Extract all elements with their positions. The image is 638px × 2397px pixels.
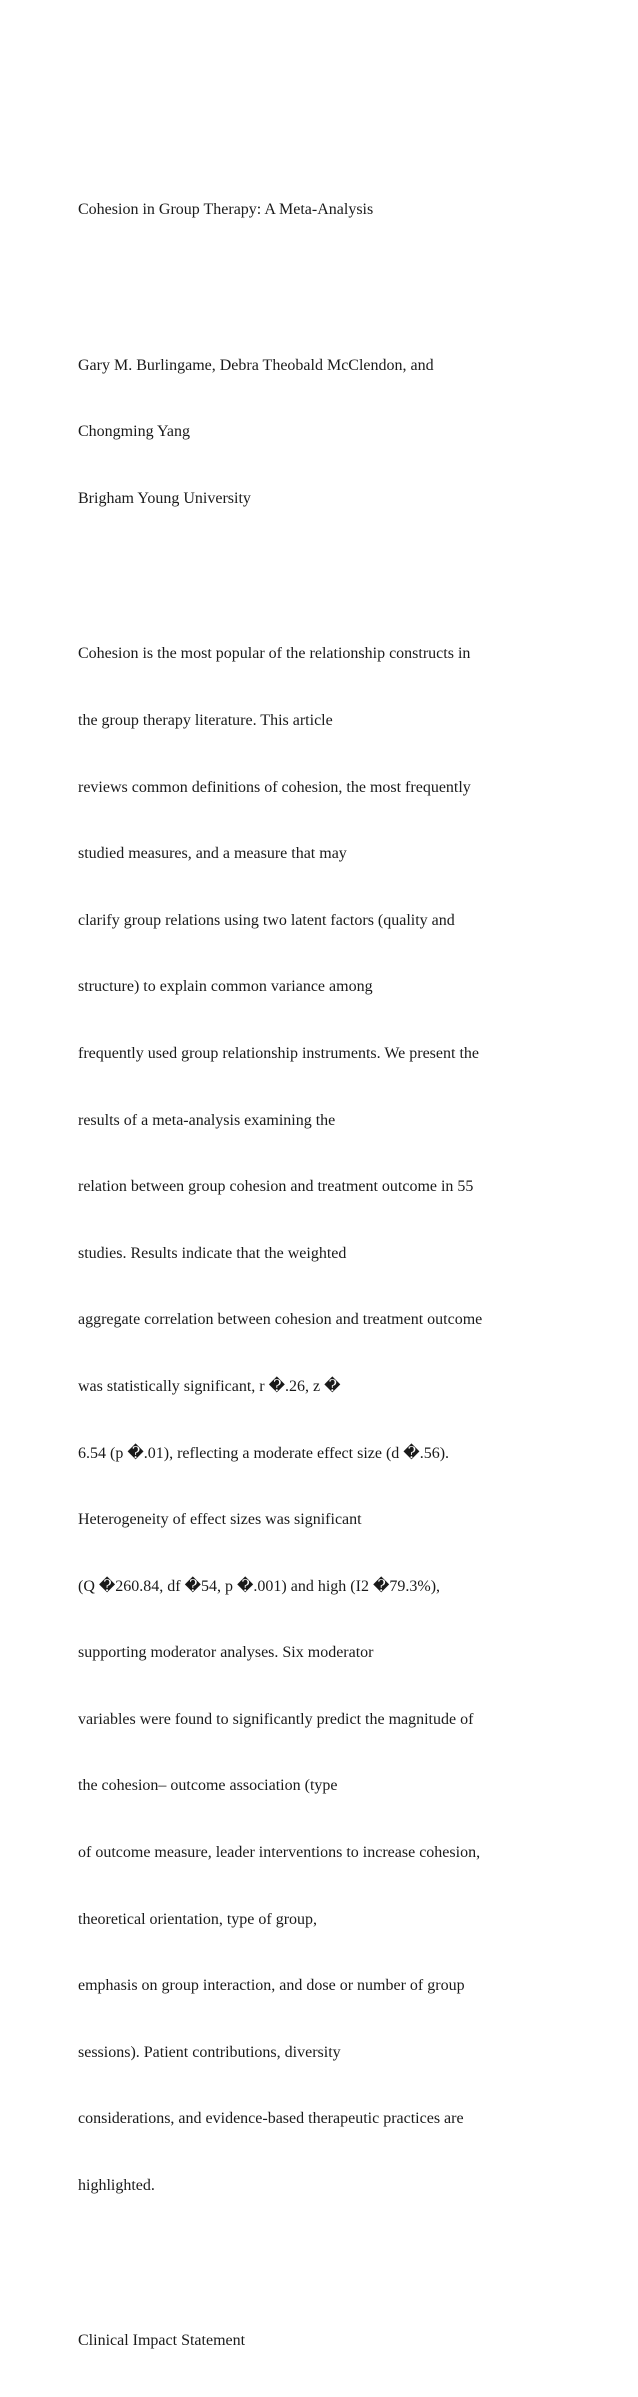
abstract-line: results of a meta-analysis examining the (78, 1111, 336, 1129)
spacer (78, 266, 618, 288)
spacer (78, 555, 618, 577)
abstract-line: was statistically significant, r �.26, z � (78, 1377, 341, 1395)
abstract-line: the group therapy literature. This article (78, 711, 333, 729)
abstract-line: studied measures, and a measure that may (78, 845, 347, 863)
abstract-line: frequently used group relationship instruments. We present the (78, 1044, 479, 1062)
affiliation-line: Brigham Young University (78, 489, 251, 507)
abstract-line: (Q �260.84, df �54, p �.001) and high (I2 �79.3%), (78, 1577, 441, 1595)
abstract-line: variables were found to significantly predict the magnitude of (78, 1710, 474, 1728)
abstract-line: theoretical orientation, type of group, (78, 1910, 318, 1928)
abstract-line: supporting moderator analyses. Six moderator (78, 1644, 374, 1662)
section-heading: Clinical Impact Statement (78, 2332, 246, 2350)
author-line: Gary M. Burlingame, Debra Theobald McClendon, and (78, 356, 434, 374)
abstract-line: highlighted. (78, 2177, 155, 2195)
abstract-line: emphasis on group interaction, and dose or number of group (78, 1977, 465, 1995)
abstract-line: the cohesion– outcome association (type (78, 1777, 338, 1795)
abstract-line: structure) to explain common variance among (78, 978, 373, 996)
abstract-line: sessions). Patient contributions, diversity (78, 2043, 341, 2061)
abstract-line: Cohesion is the most popular of the relationship constructs in (78, 645, 471, 663)
spacer (78, 2242, 618, 2264)
author-line: Chongming Yang (78, 423, 191, 441)
abstract-line: Heterogeneity of effect sizes was significant (78, 1511, 362, 1529)
abstract-line: aggregate correlation between cohesion and treatment outcome (78, 1311, 483, 1329)
article-title: Cohesion in Group Therapy: A Meta-Analysis (78, 201, 374, 219)
abstract-line: reviews common definitions of cohesion, the most frequently (78, 778, 471, 796)
abstract-line: clarify group relations using two latent factors (quality and (78, 911, 455, 929)
abstract-line: 6.54 (p �.01), reflecting a moderate effect size (d �.56). (78, 1444, 450, 1462)
abstract-line: relation between group cohesion and treatment outcome in 55 (78, 1178, 474, 1196)
abstract-line: of outcome measure, leader interventions to increase cohesion, (78, 1844, 481, 1862)
abstract-line: studies. Results indicate that the weighted (78, 1244, 347, 1262)
document-body (78, 155, 618, 2397)
abstract-line: considerations, and evidence-based therapeutic practices are (78, 2110, 464, 2128)
